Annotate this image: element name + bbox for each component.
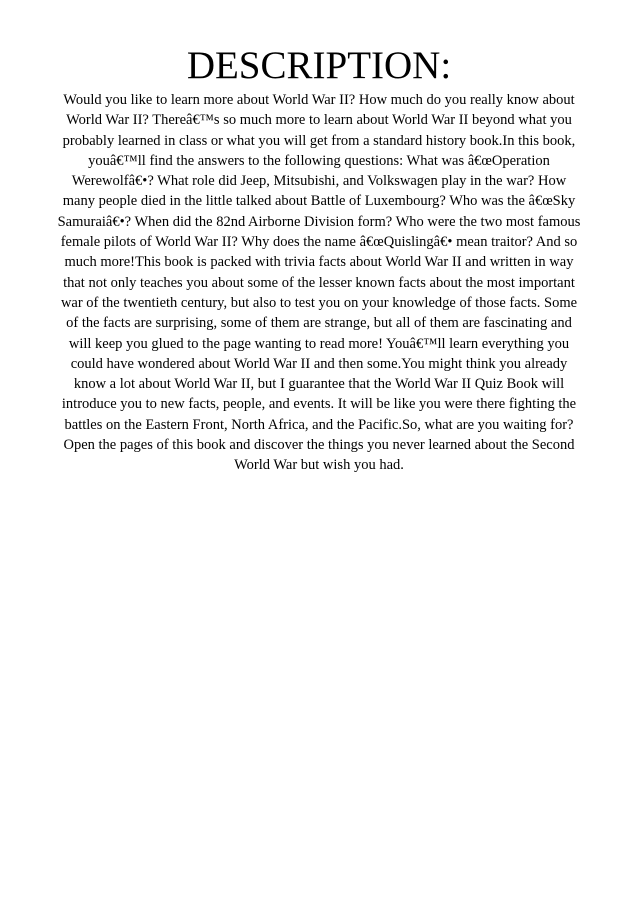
paragraph-line-10: that not only teaches you about some of the lesser known facts about the most important <box>63 274 575 291</box>
paragraph-line-16: introduce you to new facts, people, and events. It will be like you were there fighting the <box>61 396 577 413</box>
paragraph-line-3: probably learned in class or what you will get from a standard history book.In this book, <box>62 132 576 149</box>
paragraph-line-19: World War but wish you had. <box>234 457 404 474</box>
description-paragraph <box>52 90 586 476</box>
paragraph-line-8: female pilots of World War II? Why does the name â€œQuislingâ€• mean traitor? And so <box>60 234 578 251</box>
paragraph-line-17: battles on the Eastern Front, North Africa, and the Pacific.So, what are you waiting for? <box>64 416 574 433</box>
paragraph-line-13: will keep you glued to the page wanting to read more! Youâ€™ll learn everything you <box>68 335 570 352</box>
paragraph-line-18: Open the pages of this book and discover the things you never learned about the Second <box>63 437 575 454</box>
paragraph-line-4: youâ€™ll find the answers to the following questions: What was â€œOperation <box>88 152 550 169</box>
paragraph-line-6: many people died in the little talked about Battle of Luxembourg? Who was the â€œSky <box>62 193 576 210</box>
paragraph-line-1: Would you like to learn more about World War II? How much do you really know about <box>63 92 575 108</box>
paragraph-line-7: Samuraiâ€•? When did the 82nd Airborne Division form? Who were the two most famous <box>57 213 581 230</box>
paragraph-line-9: much more!This book is packed with trivia facts about World War II and written in way <box>64 254 574 271</box>
paragraph-line-15: know a lot about World War II, but I guarantee that the World War II Quiz Book will <box>73 376 565 393</box>
page-title: DESCRIPTION: <box>186 44 452 87</box>
paragraph-line-2: World War II? Thereâ€™s so much more to learn about World War II beyond what you <box>66 112 572 129</box>
paragraph-line-12: of the facts are surprising, some of them are strange, but all of them are fascinating and <box>66 315 572 332</box>
paragraph-line-11: war of the twentieth century, but also to test you on your knowledge of those facts. Some <box>60 294 578 311</box>
paragraph-line-5: Werewolfâ€•? What role did Jeep, Mitsubishi, and Volkswagen play in the war? How <box>71 173 567 190</box>
paragraph-line-14: could have wondered about World War II and then some.You might think you already <box>70 355 568 372</box>
